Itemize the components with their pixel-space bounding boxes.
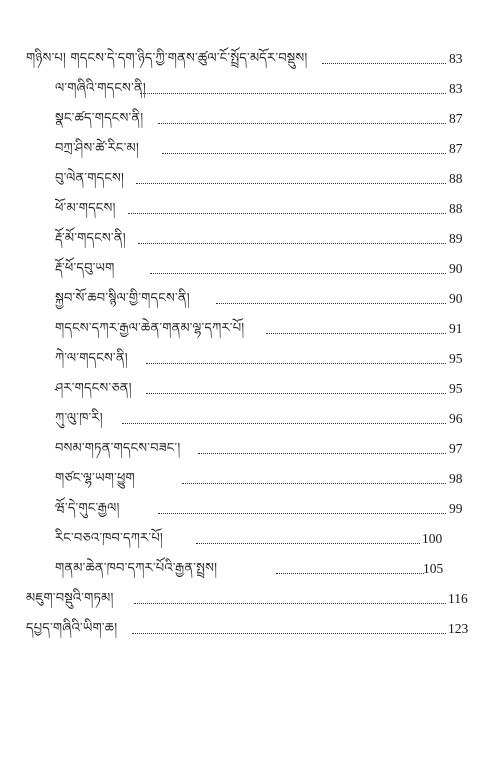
toc-entry-title: གཉིས་པ། གདངས་དེ་དག་ཉིད་ཀྱི་གནས་ཚུལ་ངོ་སྤྲོད་མདོར་བསྡུས། (26, 51, 308, 66)
toc-entry-title: གནམ་ཆེན་ཁབ་དཀར་པོའི་རྒྱན་སྤྲས། (55, 561, 218, 576)
toc-entry-title: རིང་བཅའ་ཁབ་དཀར་པོ། (55, 531, 163, 546)
leader-dots (266, 333, 446, 334)
leader-dots (122, 423, 446, 424)
toc-entry-title: ཝོ་དེ་གུང་རྒྱལ། (55, 501, 120, 516)
leader-dots (132, 633, 446, 634)
leader-dots (150, 273, 446, 274)
toc-entry-title: ལ་གཞིའི་གདངས་ནི། (55, 81, 146, 96)
toc-entry-title: དཔྱད་གཞིའི་ཡིག་ཆ། (26, 621, 118, 636)
toc-entry-title: བུ་ལེན་གདངས། (55, 171, 125, 186)
toc-entry-title: རྡོ་མོ་གདངས་ནི། (55, 231, 126, 246)
toc-entry-title: གཙང་ལྷ་ཡག་ཕྱུག (55, 471, 135, 486)
leader-dots (134, 603, 446, 604)
toc-entry-title: མཇུག་བསྡུའི་གཏམ། (26, 591, 114, 606)
toc-entry-title: རྡོ་ཕོ་དབུ་ཡག (55, 261, 115, 276)
leader-dots (322, 63, 446, 64)
toc-entry-title: ཕོ་མ་གདངས། (55, 201, 116, 216)
toc-entry-title: སྐྱབ་སོ་ཆབ་སྙིལ་གྱི་གདངས་ནི། (55, 291, 190, 306)
toc-entry-title: ཀེ་ལ་གདངས་ནི། (55, 351, 128, 366)
leader-dots (196, 543, 420, 544)
table-of-contents: གཉིས་པ། གདངས་དེ་དག་ཉིད་ཀྱི་གནས་ཚུལ་ངོ་སྤྲོད་མདོར་བསྡུས། 83 ལ་གཞིའི་གདངས་ནི། 83 སྣང་ཚད་གདངས་ནི། 87 བཀྲ་ཤིས་ཚེ་རིང་མ། 87 བུ་ལེན་གདངས། 88 ཕོ་མ་གདངས། 88 རྡོ་མོ་གདངས་ནི། 89 རྡོ་ཕོ་དབུ་ཡག 90 སྐྱབ་སོ་ཆབ་སྙིལ་གྱི་གདངས་ནི། 90 གདངས་དཀར་རྒྱལ་ཆེན་གནམ་ལྷ་དཀར་པོ། 91 ཀེ་ལ་གདངས་ནི། 95 ཤར་གདངས་ཅན། 95 ཀུ་ལུ་ཁ་རི། 96 བསམ་གཏན་གདངས་བཟང་། 97 གཙང་ལྷ་ཡག་ཕྱུག 98 ཝོ་དེ་གུང་རྒྱལ། 99 རིང་བཅའ་ཁབ་དཀར་པོ། 100 གནམ་ཆེན་ཁབ་དཀར་པོའི་རྒྱན་སྤྲས། 105 མཇུག་བསྡུའི་གཏམ། 116 དཔྱད་གཞིའི་ཡིག་ཆ། 123 (26, 51, 469, 636)
toc-entry-title: ཤར་གདངས་ཅན། (55, 381, 132, 396)
leader-dots (138, 243, 446, 244)
leader-dots (182, 483, 446, 484)
leader-dots (140, 93, 446, 94)
leader-dots (158, 513, 446, 514)
leader-dots (146, 363, 446, 364)
toc-entry-title: གདངས་དཀར་རྒྱལ་ཆེན་གནམ་ལྷ་དཀར་པོ། (55, 321, 245, 336)
leader-dots (128, 213, 446, 214)
leader-dots (276, 573, 424, 574)
leader-dots (158, 123, 446, 124)
toc-entry-title: བཀྲ་ཤིས་ཚེ་རིང་མ། (55, 141, 139, 156)
leader-dots (136, 183, 446, 184)
toc-entry-title: ཀུ་ལུ་ཁ་རི། (55, 411, 103, 426)
leader-dots (146, 393, 446, 394)
toc-entry-title: སྣང་ཚད་གདངས་ནི། (55, 111, 144, 126)
leader-dots (162, 153, 446, 154)
leader-dots (198, 453, 446, 454)
leader-dots (216, 303, 446, 304)
toc-entry-title: བསམ་གཏན་གདངས་བཟང་། (55, 441, 181, 456)
